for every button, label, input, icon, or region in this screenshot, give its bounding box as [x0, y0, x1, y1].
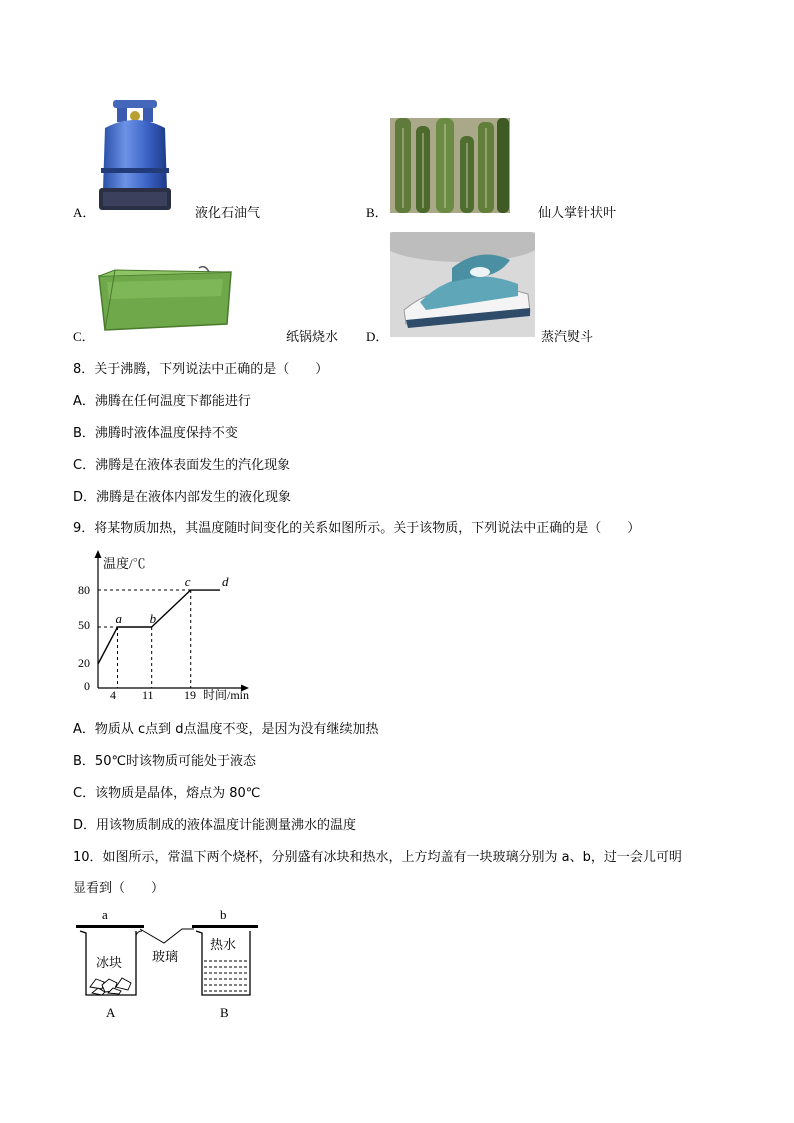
point-label-c: c — [184, 574, 191, 590]
option-c-letter: C． — [73, 329, 95, 344]
q8-stem: 8．关于沸腾，下列说法中正确的是（ ） — [73, 362, 329, 377]
temperature-time-chart — [70, 548, 270, 708]
q9-option-c: C．该物质是晶体，熔点为 80℃ — [73, 786, 261, 801]
q8-option-c: C．沸腾是在液体表面发生的汽化现象 — [73, 458, 291, 473]
q9-option-d: D．用该物质制成的液体温度计能测量沸水的温度 — [73, 818, 357, 833]
point-label-a: a — [115, 611, 123, 627]
option-b-letter: B． — [366, 205, 388, 220]
x-tick-label-19: 19 — [184, 688, 196, 702]
option-a-letter: A． — [73, 205, 96, 220]
option-b-label: 仙人掌针状叶 — [538, 206, 617, 221]
point-label-d: d — [222, 574, 229, 590]
beaker-b-name: B — [220, 1005, 229, 1020]
glass-plate-b — [192, 925, 258, 928]
x-axis-label: 时间/min — [203, 688, 250, 702]
origin-label: 0 — [84, 679, 90, 693]
beaker-a-content: 冰块 — [96, 955, 123, 970]
q8-option-b: B．沸腾时液体温度保持不变 — [73, 426, 238, 441]
y-tick-label-80: 80 — [78, 583, 90, 597]
y-axis-label: 温度/℃ — [103, 556, 146, 571]
y-tick-label-50: 50 — [78, 618, 90, 632]
q10-stem-line2: 显看到（ ） — [73, 881, 165, 896]
paper-pot-icon — [95, 266, 235, 336]
option-a-label: 液化石油气 — [195, 206, 261, 221]
option-d-label: 蒸汽熨斗 — [541, 330, 594, 345]
beakers-figure — [70, 905, 270, 1025]
x-tick-label-4: 4 — [110, 688, 116, 702]
gas-cylinder-icon — [95, 98, 175, 213]
x-tick-label-11: 11 — [142, 688, 154, 702]
steam-iron-icon — [390, 232, 535, 337]
beaker-b-content: 热水 — [210, 937, 237, 952]
q9-option-b: B．50℃时该物质可能处于液态 — [73, 754, 257, 769]
option-d-letter: D． — [366, 329, 389, 344]
point-label-b: b — [149, 611, 157, 627]
ice-cubes — [90, 978, 131, 995]
series-segment-2 — [149, 590, 191, 627]
y-axis-arrow — [95, 550, 102, 558]
glass-plate-a — [76, 925, 144, 928]
series-segment-0 — [98, 627, 118, 664]
y-tick-label-20: 20 — [78, 656, 90, 670]
glass-b-label: b — [220, 907, 227, 922]
q10-stem-line1: 10．如图所示，常温下两个烧杯，分别盛有冰块和热水，上方均盖有一块玻璃分别为 a、b，过一会儿可明 — [73, 850, 682, 865]
glass-pointer — [140, 929, 194, 943]
hot-water — [204, 961, 248, 991]
beaker-a-name: A — [106, 1005, 116, 1020]
glass-a-label: a — [102, 907, 108, 922]
glass-label: 玻璃 — [152, 949, 179, 964]
option-c-label: 纸锅烧水 — [286, 330, 339, 345]
cactus-photo-icon — [390, 118, 510, 213]
q8-option-a: A．沸腾在任何温度下都能进行 — [73, 394, 251, 409]
q9-option-a: A．物质从 c点到 d点温度不变，是因为没有继续加热 — [73, 722, 379, 737]
q9-stem: 9．将某物质加热，其温度随时间变化的关系如图所示。关于该物质，下列说法中正确的是（ ） — [73, 521, 641, 536]
q8-option-d: D．沸腾是在液体内部发生的液化现象 — [73, 490, 292, 505]
